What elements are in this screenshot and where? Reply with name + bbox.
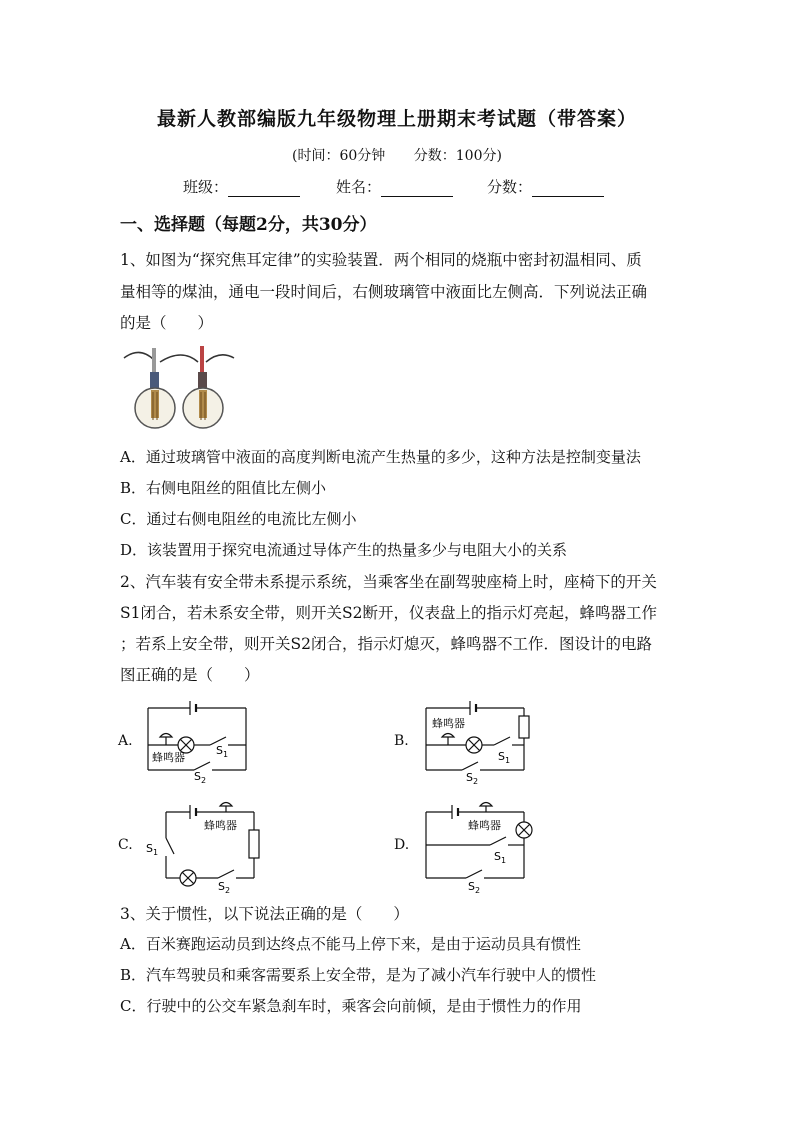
exam-subtitle — [0, 145, 794, 165]
circuit-c-label: C. — [118, 837, 133, 853]
switch-s2-label-b: $S_2$ — [466, 771, 479, 786]
q1-line-1: 1、如图为“探究焦耳定律”的实验装置．两个相同的烧瓶中密封初温相同、质 — [120, 251, 642, 269]
q3-option-b: B．汽车驾驶员和乘客需要系上安全带，是为了减小汽车行驶中人的惯性 — [120, 966, 597, 984]
switch-s1-label-d: $S_1$ — [494, 850, 507, 865]
joule-law-apparatus-image — [120, 342, 240, 434]
q1-line-2: 量相等的煤油，通电一段时间后，右侧玻璃管中液面比左侧高．下列说法正确 — [120, 283, 648, 301]
circuit-c-diagram — [144, 798, 270, 894]
q3-line-1: 3、关于惯性，以下说法正确的是（ ） — [120, 905, 409, 923]
name-field — [336, 176, 453, 197]
buzzer-label-b: 蜂鸣器 — [432, 717, 465, 730]
circuit-d-label: D. — [394, 837, 410, 853]
section-heading: 一、选择题（每题2分，共30分） — [120, 215, 377, 235]
q1-line-3: 的是（ ） — [120, 314, 214, 332]
class-label: 班级： — [183, 178, 229, 196]
q1-option-d: D．该装置用于探究电流通过导体产生的热量多少与电阻大小的关系 — [120, 541, 568, 559]
switch-s2-label-a: $S_2$ — [194, 770, 207, 785]
name-blank[interactable] — [381, 181, 453, 197]
buzzer-label-a: 蜂鸣器 — [152, 751, 185, 764]
buzzer-label-c: 蜂鸣器 — [204, 819, 237, 832]
class-field — [183, 176, 300, 197]
q1-option-c: C．通过右侧电阻丝的电流比左侧小 — [120, 510, 357, 528]
q2-line-2: S1闭合，若未系安全带，则开关S2断开，仪表盘上的指示灯亮起，蜂鸣器工作 — [120, 604, 657, 622]
circuit-d-diagram — [418, 798, 544, 894]
class-blank[interactable] — [228, 181, 300, 197]
q2-line-1: 2、汽车装有安全带未系提示系统，当乘客坐在副驾驶座椅上时，座椅下的开关 — [120, 573, 657, 591]
page-title: 最新人教部编版九年级物理上册期末考试题（带答案） — [156, 108, 637, 130]
q1-option-a: A．通过玻璃管中液面的高度判断电流产生热量的多少，这种方法是控制变量法 — [120, 448, 641, 466]
name-label: 姓名： — [336, 178, 382, 196]
score-blank[interactable] — [532, 181, 604, 197]
q2-line-3: ；若系上安全带，则开关S2闭合，指示灯熄灭，蜂鸣器不工作．图设计的电路 — [120, 635, 652, 653]
exam-score: 分数：100分) — [413, 148, 502, 164]
switch-s1-label-c: $S_1$ — [146, 842, 159, 857]
circuit-b-diagram — [418, 698, 536, 784]
q1-option-b: B．右侧电阻丝的阻值比左侧小 — [120, 479, 327, 497]
exam-time: (时间：60分钟 — [292, 148, 386, 164]
q3-option-c: C．行驶中的公交车紧急刹车时，乘客会向前倾，是由于惯性力的作用 — [120, 997, 582, 1015]
switch-s2-label-c: $S_2$ — [218, 880, 231, 895]
circuit-a-diagram — [140, 698, 252, 785]
switch-s2-label-d: $S_2$ — [468, 880, 481, 895]
score-field — [487, 176, 604, 197]
buzzer-label-d: 蜂鸣器 — [468, 819, 501, 832]
switch-s1-label-b: $S_1$ — [498, 750, 511, 765]
score-label: 分数： — [487, 178, 533, 196]
circuit-a-label: A. — [118, 733, 133, 749]
circuit-b-label: B. — [394, 733, 409, 749]
q3-option-a: A．百米赛跑运动员到达终点不能马上停下来，是由于运动员具有惯性 — [120, 935, 581, 953]
q2-line-4: 图正确的是（ ） — [120, 666, 260, 684]
switch-s1-label-a: $S_1$ — [216, 744, 229, 759]
